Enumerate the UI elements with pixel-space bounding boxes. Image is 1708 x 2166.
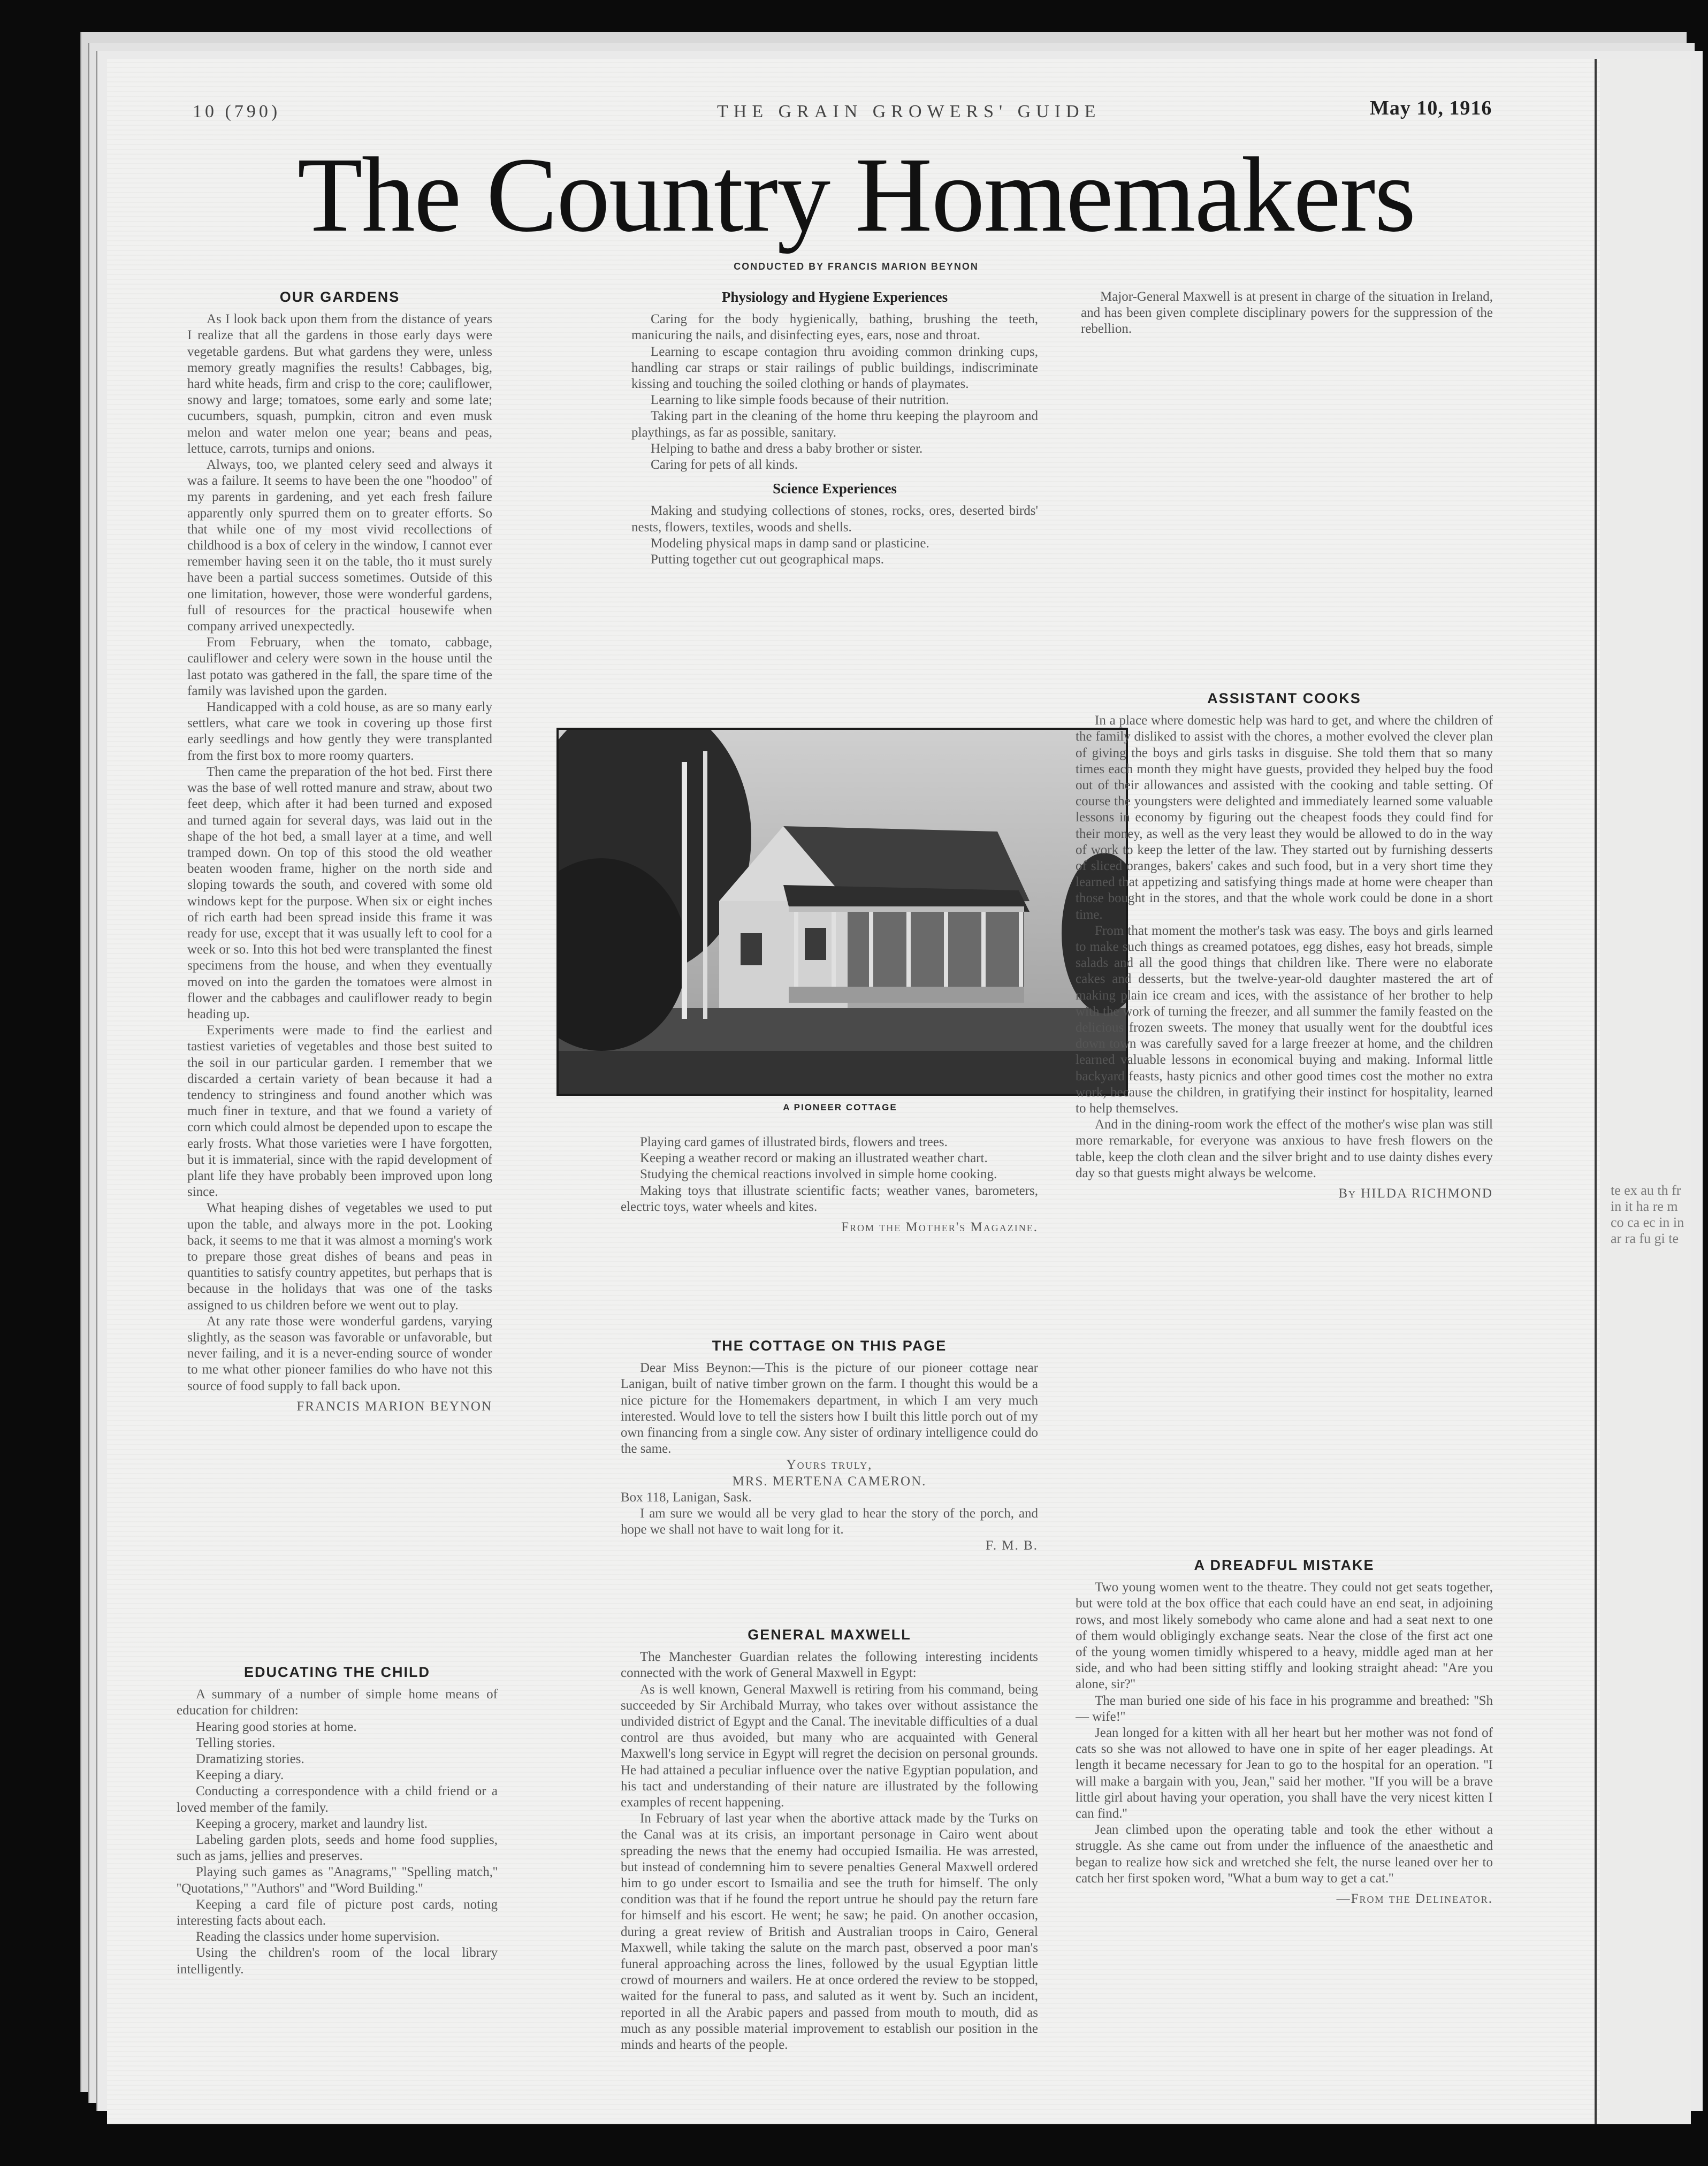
adjacent-page-edge xyxy=(1600,59,1691,2124)
paragraph: Jean longed for a kitten with all her heart but her mother was not fond of cats so she was not allowed to have one in spite of her eager pleadings. At length it became necessary for Jean to go to the hospital for an operation. ''I will make a bargain with you, Jean,'' said her mother. ''If you will be a brave little girl about having your operation, you shall have the very nicest kitten I can find.'' xyxy=(1076,1726,1493,1821)
paragraph: Jean climbed upon the operating table and took the ether without a struggle. As she came out from under the influence of the anaesthetic and began to realize how sick and wretched she felt, the nurse leaned over her to catch her first spoken word, ''What a bum way to get a cat.'' xyxy=(1076,1822,1493,1886)
letter-closing: Yours truly, xyxy=(786,1458,873,1473)
running-header xyxy=(193,96,1584,128)
list-item: Labeling garden plots, seeds and home food supplies, such as jams, jellies and preserves. xyxy=(177,1833,498,1864)
page-fold-line xyxy=(1595,59,1597,2124)
mistake-article xyxy=(1076,1557,1493,2092)
article-heading: Science Experiences xyxy=(773,481,897,497)
article-heading: GENERAL MAXWELL xyxy=(748,1627,911,1643)
list-item: Keeping a weather record or making an illustrated weather chart. xyxy=(640,1151,988,1166)
list-item: Modeling physical maps in damp sand or plasticine. xyxy=(651,536,929,551)
paragraph: Two young women went to the theatre. They could not get seats together, but were told at the box office that each could have an end seat, in adjoining rows, and most likely somebody who came alone and had a seat next to one of them would obligingly exchange seats. Near the close of the first act one of the young women timidly whispered to a heavy, middle aged man at her side, and who had been sitting stiffly and looking straight ahead: ''Are you alone, sir?'' xyxy=(1076,1580,1493,1692)
maxwell-continued xyxy=(1081,289,1493,674)
list-item: Studying the chemical reactions involved in simple home cooking. xyxy=(640,1167,997,1182)
paragraph: The Manchester Guardian relates the following interesting incidents connected with the work of General Maxwell in Egypt: xyxy=(621,1650,1038,1681)
paragraph: In February of last year when the abortive attack made by the Turks on the Canal was at its crisis, an important personage in Cairo went about spreading the news that the enemy had occupied Ismailia. He was arrested, but instead of condemning him to severe penalties General Maxwell ordered him to go under escort to Ismailia and see the truth for himself. The only condition was that if he found the report untrue he should pay the return fare for himself and his escort. He went; he saw; he paid. On another occasion, during a great review of British and Australian troops in Cairo, General Maxwell, while taking the salute on the march past, observed a poor man's funeral approaching across the lines, followed by the usual Egyptian little crowd of mourners and wailers. He at once ordered the review to be stopped, waited for the funeral to pass, and saluted as it went by. Such an incident, reported in all the Arabic papers and passed from mouth to mouth, did as much as any possible material improvement to establish our position in the minds and hearts of the people. xyxy=(621,1811,1038,2053)
article-source: From the Mother's Magazine. xyxy=(841,1220,1038,1235)
list-item: Using the children's room of the local library intelligently. xyxy=(177,1946,498,1977)
paragraph: Handicapped with a cold house, as are so many early settlers, what care we took in covering up those first early seedlings and how gently they were transplanted from the first box to more roomy quarters. xyxy=(187,700,492,763)
paragraph: A summary of a number of simple home means of education for children: xyxy=(177,1687,498,1718)
list-item: Caring for the body hygienically, bathing, brushing the teeth, manicuring the nails, and disinfecting eyes, ears, nose and throat. xyxy=(631,312,1038,343)
list-item: Putting together cut out geographical maps. xyxy=(651,552,884,567)
paragraph: From that moment the mother's task was easy. The boys and girls learned to make such things as creamed potatoes, egg dishes, easy hot breads, simple salads and all the good things that children like. There were no elaborate cakes and desserts, but the twelve-year-old daughter mastered the art of making plain ice cream and ices, with the assistance of her brother to help with the work of turning the freezer, and all summer the family feasted on the delicious frozen sweets. The money that usually went for the doubtful ices down town was carefully saved for a large freezer at home, and the children learned valuable lessons in economical buying and making. Informal little backyard feasts, hasty picnics and other good times cost the mother no extra work, because the children, in gratifying their instinct for hospitality, learned to help themselves. xyxy=(1076,923,1493,1116)
department-title: The Country Homemakers xyxy=(297,136,1415,254)
page-number: 10 (790) xyxy=(193,102,281,121)
pioneer-cottage-photo xyxy=(556,728,1128,1096)
list-item: Hearing good stories at home. xyxy=(196,1719,357,1734)
newspaper-page xyxy=(107,59,1691,2124)
paragraph: Experiments were made to find the earliest and tastiest varieties of vegetables and those best suited to the soil in our particular garden. I remember that we discarded a certain variety of bean because it had a tendency to stringiness and found another which was much finer in texture, and that we found a variety of corn which could almost be depended upon to escape the early frosts. What those varieties were I have forgotten, but it is immaterial, since with the rapid development of plant life they have probably been improved upon long since. xyxy=(187,1023,492,1200)
publication-name: THE GRAIN GROWERS' GUIDE xyxy=(717,102,1101,121)
gardens-article xyxy=(187,289,492,1675)
article-heading: OUR GARDENS xyxy=(279,289,400,305)
article-heading: Physiology and Hygiene Experiences xyxy=(721,289,948,305)
paragraph: And in the dining-room work the effect of the mother's wise plan was still more remarkable, for everyone was anxious to have fresh flowers on the table, keep the cloth clean and the silver bright and to use dainty dishes every day so that guests might always be welcome. xyxy=(1076,1117,1493,1180)
list-item: Caring for pets of all kinds. xyxy=(651,457,798,472)
paragraph: I am sure we would all be very glad to hear the story of the porch, and hope we shall not have to wait long for it. xyxy=(621,1506,1038,1537)
article-heading: THE COTTAGE ON THIS PAGE xyxy=(712,1338,947,1354)
list-item: Conducting a correspondence with a child friend or a loved member of the family. xyxy=(177,1784,498,1815)
paragraph: In a place where domestic help was hard to get, and where the children of the family disliked to assist with the chores, a mother evolved the clever plan of giving the boys and girls tasks in disguise. She told them that so many times each month they might have guests, provided they helped buy the food out of their allowances and assisted with the cooking and table setting. Of course the youngsters were delighted and immediately learned some valuable lessons in economy by figuring out the cheapest foods they could find for their money, as well as the very least they would be allowed to do in the way of work to keep the letter of the law. They started out by furnishing desserts of sliced oranges, bakers' cakes and such food, but in a very short time they learned that appetizing and satisfying things made at home were cheaper than those bought in the stores, and that the whole work could be done in a short time. xyxy=(1076,713,1493,922)
list-item: Dramatizing stories. xyxy=(196,1752,304,1767)
letter-signer: MRS. MERTENA CAMERON. xyxy=(732,1474,927,1489)
list-item: Making and studying collections of stones, rocks, ores, deserted birds' nests, flowers, textiles, woods and shells. xyxy=(631,504,1038,535)
list-item: Playing card games of illustrated birds, flowers and trees. xyxy=(640,1135,948,1149)
article-heading: ASSISTANT COOKS xyxy=(1207,690,1361,706)
paragraph: What heaping dishes of vegetables we used to put upon the table, and always more in the pot. Looking back, it seems to me that it was almost a morning's work to prepare those great dishes of beans and peas in quantities to satisfy country appetites, but perhaps that is because in the holidays that was one of the tasks assigned to us children before we went out to play. xyxy=(187,1201,492,1313)
article-source: —From the Delineator. xyxy=(1336,1892,1493,1906)
list-item: Making toys that illustrate scientific facts; weather vanes, barometers, electric toys, water wheels and kites. xyxy=(621,1183,1038,1214)
adjacent-page-text: te ex au th fr in it ha re m co ca ec in in ar ra fu gi te xyxy=(1611,1183,1684,1246)
list-item: Learning to escape contagion thru avoiding common drinking cups, handling car straps or stair railings of public buildings, indiscriminate kissing and touching the soiled clothing or hands of playmates. xyxy=(631,344,1038,392)
photo-caption: A PIONEER COTTAGE xyxy=(783,1102,897,1112)
reply-initials: F. M. B. xyxy=(985,1538,1038,1553)
cooks-article xyxy=(1076,690,1493,1546)
list-item: Reading the classics under home supervision. xyxy=(196,1929,440,1944)
paragraph: Then came the preparation of the hot bed. First there was the base of well rotted manure and straw, about two feet deep, which after it had been turned and exposed and turned again for several days, was laid out in the shape of the hot bed, a small layer at a time, and well tramped down. On top of this stood the old weather beaten wooden frame, higher on the north side and sloping towards the south, and covered with some old windows kept for the purpose. When six or eight inches of rich earth had been spread inside this frame it was ready for use, except that it was usually left to cool for a week or so. Into this hot bed were transplanted the finest specimens from the house, and when they eventually moved on into the garden the tomatoes were almost in flower and the cabbages and cauliflower ready to begin heading up. xyxy=(187,764,492,1021)
article-heading: A DREADFUL MISTAKE xyxy=(1194,1557,1375,1573)
experiences-article xyxy=(631,289,1038,717)
article-heading: EDUCATING THE CHILD xyxy=(244,1664,430,1680)
article-signature: FRANCIS MARION BEYNON xyxy=(296,1399,492,1414)
educating-article xyxy=(177,1664,498,2049)
issue-date: May 10, 1916 xyxy=(1370,97,1492,119)
list-item: Keeping a diary. xyxy=(196,1768,284,1783)
cottage-image xyxy=(559,730,1126,1094)
cottage-letter xyxy=(621,1338,1038,1637)
experiences-continued xyxy=(621,1134,1038,1273)
list-item: Learning to like simple foods because of their nutrition. xyxy=(651,393,949,408)
letter-address: Box 118, Lanigan, Sask. xyxy=(621,1490,752,1505)
list-item: Helping to bathe and dress a baby brother or sister. xyxy=(651,441,923,456)
maxwell-article xyxy=(621,1627,1038,2087)
paragraph: Always, too, we planted celery seed and always it was a failure. It seems to have been the one "hoodoo" of my parents in gardening, and yet each fresh failure apparently only spurred them on to greater efforts. So that while one of my most vivid recollections of childhood is a box of celery in the window, I cannot ever remember having seen it on the table, tho it must surely have been a partial success sometimes. Outside of this one limitation, however, those were wonderful gardens, full of resources for the practical housewife when company arrived unexpectedly. xyxy=(187,457,492,634)
paragraph: Major-General Maxwell is at present in charge of the situation in Ireland, and has been given complete disciplinary powers for the suppression of the rebellion. xyxy=(1081,289,1493,337)
paragraph: The man buried one side of his face in his programme and breathed: ''Sh— wife!'' xyxy=(1076,1693,1493,1724)
paragraph: From February, when the tomato, cabbage, cauliflower and celery were sown in the house until the last potato was gathered in the fall, the spare time of the family was lavished upon the garden. xyxy=(187,635,492,698)
list-item: Telling stories. xyxy=(196,1735,276,1750)
list-item: Keeping a grocery, market and laundry list. xyxy=(196,1816,428,1831)
list-item: Keeping a card file of picture post cards, noting interesting facts about each. xyxy=(177,1897,498,1928)
paragraph: As I look back upon them from the distance of years I realize that all the gardens in those early days were vegetable gardens. But what gardens they were, unless memory greatly magnifies the results! Cabbages, big, hard white heads, firm and crisp to the core; cauliflower, snowy and large; tomatoes, some early and some late; cucumbers, squash, pumpkin, citron and even musk melon and water melon one year; beans and peas, lettuce, carrots, turnips and onions. xyxy=(187,312,492,456)
list-item: Taking part in the cleaning of the home thru keeping the playroom and playthings, as far as possible, sanitary. xyxy=(631,409,1038,440)
department-byline: CONDUCTED BY FRANCIS MARION BEYNON xyxy=(734,261,979,272)
list-item: Playing such games as ''Anagrams,'' ''Spelling match,'' ''Quotations,'' ''Authors'' and ''Word Building.'' xyxy=(177,1865,498,1896)
paragraph: At any rate those were wonderful gardens, varying slightly, as the season was favorable or unfavorable, but never failing, and it is a never-ending source of wonder to me what other pioneer families do who have not this source of food supply to fall back upon. xyxy=(187,1314,492,1393)
article-signature: By HILDA RICHMOND xyxy=(1338,1186,1493,1201)
paragraph: Dear Miss Beynon:—This is the picture of our pioneer cottage near Lanigan, built of native timber grown on the farm. I thought this would be a nice picture for the Homemakers department, in which I am very much interested. Would love to tell the sisters how I built this little porch out of my own financing from a single cow. Any sister of ordinary intelligence could do the same. xyxy=(621,1361,1038,1456)
paragraph: As is well known, General Maxwell is retiring from his command, being succeeded by Sir Archibald Murray, who takes over without assistance the undivided district of Egypt and the Canal. The inevitable difficulties of a dual control are thus avoided, but many who are acquainted with General Maxwell's long service in Egypt will regret the decision on personal grounds. He had attained a peculiar influence over the native Egyptian population, and his tact and understanding of their nature are illustrated by the following examples of recent happening. xyxy=(621,1682,1038,1810)
